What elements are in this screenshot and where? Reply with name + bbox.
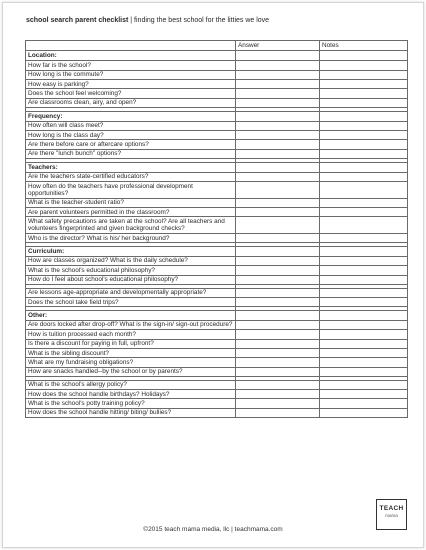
checklist-table: [25, 40, 408, 418]
answer-cell[interactable]: [236, 256, 320, 265]
answer-cell[interactable]: [236, 61, 320, 70]
question-text: Who is the director? What is his/ her background?: [26, 234, 236, 243]
answer-cell[interactable]: [236, 140, 320, 149]
answer-cell[interactable]: [236, 320, 320, 329]
page-title: [26, 17, 269, 24]
section-row: [26, 310, 408, 320]
question-text: How are snacks handled--by the school or by parents?: [26, 367, 236, 376]
question-text: Are parent volunteers permitted in the classroom?: [26, 208, 236, 217]
notes-cell[interactable]: [320, 408, 408, 417]
title-bold: school search parent checklist: [26, 17, 129, 24]
header-row: [26, 41, 408, 51]
section-row: [26, 51, 408, 61]
checklist-page: [2, 2, 424, 548]
notes-cell[interactable]: [320, 149, 408, 158]
question-row: [26, 98, 408, 107]
question-row: [26, 275, 408, 284]
question-text: Are there before care or aftercare options?: [26, 140, 236, 149]
question-row: [26, 330, 408, 339]
answer-cell[interactable]: [236, 310, 320, 320]
answer-cell[interactable]: [236, 149, 320, 158]
notes-cell[interactable]: [320, 390, 408, 399]
answer-cell[interactable]: [236, 70, 320, 79]
answer-cell[interactable]: [236, 182, 320, 199]
question-text: How are classes organized? What is the daily schedule?: [26, 256, 236, 265]
section-row: [26, 162, 408, 172]
question-row: [26, 172, 408, 181]
question-row: [26, 380, 408, 389]
answer-cell[interactable]: [236, 246, 320, 256]
answer-cell[interactable]: [236, 399, 320, 408]
question-text: Are classrooms clean, airy, and open?: [26, 98, 236, 107]
notes-cell[interactable]: [320, 297, 408, 306]
header-answer: Answer: [236, 41, 320, 51]
question-row: [26, 198, 408, 207]
notes-cell[interactable]: [320, 288, 408, 297]
title-separator: |: [128, 17, 135, 24]
answer-cell[interactable]: [236, 98, 320, 107]
notes-cell[interactable]: [320, 217, 408, 234]
question-row: [26, 182, 408, 199]
question-text: What is the school's allergy policy?: [26, 380, 236, 389]
notes-cell[interactable]: [320, 89, 408, 98]
answer-cell[interactable]: [236, 121, 320, 130]
question-text: Are lessons age-appropriate and developmentally appropriate?: [26, 288, 236, 297]
notes-cell[interactable]: [320, 320, 408, 329]
answer-cell[interactable]: [236, 217, 320, 234]
answer-cell[interactable]: [236, 297, 320, 306]
answer-cell[interactable]: [236, 208, 320, 217]
answer-cell[interactable]: [236, 390, 320, 399]
footer-copyright: ©2015 teach mama media, llc | teachmama.com: [143, 526, 283, 533]
question-text: What safety precautions are taken at the school? Are all teachers and volunteers fingerprinted and given background checks?: [26, 217, 236, 234]
notes-cell[interactable]: [320, 162, 408, 172]
question-row: [26, 358, 408, 367]
answer-cell[interactable]: [236, 349, 320, 358]
notes-cell[interactable]: [320, 246, 408, 256]
answer-cell[interactable]: [236, 330, 320, 339]
answer-cell[interactable]: [236, 198, 320, 207]
question-text: What is the sibling discount?: [26, 349, 236, 358]
question-text: How do I feel about school's educational philosophy?: [26, 275, 236, 284]
answer-cell[interactable]: [236, 89, 320, 98]
section-row: [26, 111, 408, 121]
section-heading: Other:: [26, 310, 236, 320]
question-text: How does the school handle birthdays? Holidays?: [26, 390, 236, 399]
answer-cell[interactable]: [236, 172, 320, 181]
notes-cell[interactable]: [320, 79, 408, 88]
notes-cell[interactable]: [320, 61, 408, 70]
question-row: [26, 79, 408, 88]
notes-cell[interactable]: [320, 256, 408, 265]
answer-cell[interactable]: [236, 111, 320, 121]
notes-cell[interactable]: [320, 367, 408, 376]
notes-cell[interactable]: [320, 349, 408, 358]
notes-cell[interactable]: [320, 51, 408, 61]
question-text: What is the teacher-student ratio?: [26, 198, 236, 207]
question-text: What is the school's potty training policy?: [26, 399, 236, 408]
section-heading: Location:: [26, 51, 236, 61]
question-text: Is there a discount for paying in full, upfront?: [26, 339, 236, 348]
question-row: [26, 61, 408, 70]
question-row: [26, 320, 408, 329]
question-row: [26, 121, 408, 130]
question-text: How often do the teachers have professional development opportunities?: [26, 182, 236, 199]
notes-cell[interactable]: [320, 140, 408, 149]
answer-cell[interactable]: [236, 131, 320, 140]
header-question: [26, 41, 236, 51]
notes-cell[interactable]: [320, 330, 408, 339]
notes-cell[interactable]: [320, 182, 408, 199]
logo-line1: TEACH: [379, 505, 404, 512]
notes-cell[interactable]: [320, 131, 408, 140]
section-heading: Frequency:: [26, 111, 236, 121]
question-text: How easy is parking?: [26, 79, 236, 88]
question-row: [26, 149, 408, 158]
question-row: [26, 256, 408, 265]
notes-cell[interactable]: [320, 234, 408, 243]
question-row: [26, 266, 408, 275]
question-row: [26, 140, 408, 149]
section-heading: Teachers:: [26, 162, 236, 172]
notes-cell[interactable]: [320, 310, 408, 320]
title-subtitle: finding the best school for the litties we love: [134, 17, 270, 24]
question-text: Are doors locked after drop-off? What is the sign-in/ sign-out procedure?: [26, 320, 236, 329]
question-row: [26, 297, 408, 306]
question-row: [26, 208, 408, 217]
answer-cell[interactable]: [236, 275, 320, 284]
question-row: [26, 131, 408, 140]
question-row: [26, 399, 408, 408]
section-heading: Curriculum:: [26, 246, 236, 256]
question-row: [26, 217, 408, 234]
question-text: Are the teachers state-certified educators?: [26, 172, 236, 181]
answer-cell[interactable]: [236, 367, 320, 376]
notes-cell[interactable]: [320, 399, 408, 408]
notes-cell[interactable]: [320, 380, 408, 389]
question-text: What is the school's educational philosophy?: [26, 266, 236, 275]
question-text: How often will class meet?: [26, 121, 236, 130]
question-text: What are my fundraising obligations?: [26, 358, 236, 367]
question-row: [26, 349, 408, 358]
notes-cell[interactable]: [320, 275, 408, 284]
question-row: [26, 70, 408, 79]
question-text: How long is the commute?: [26, 70, 236, 79]
answer-cell[interactable]: [236, 51, 320, 61]
notes-cell[interactable]: [320, 98, 408, 107]
question-row: [26, 367, 408, 376]
answer-cell[interactable]: [236, 380, 320, 389]
notes-cell[interactable]: [320, 121, 408, 130]
answer-cell[interactable]: [236, 266, 320, 275]
question-text: How far is the school?: [26, 61, 236, 70]
question-text: How long is the class day?: [26, 131, 236, 140]
question-row: [26, 89, 408, 98]
answer-cell[interactable]: [236, 358, 320, 367]
notes-cell[interactable]: [320, 172, 408, 181]
question-text: How is tuition processed each month?: [26, 330, 236, 339]
notes-cell[interactable]: [320, 208, 408, 217]
logo-line2: mama: [385, 513, 398, 518]
answer-cell[interactable]: [236, 339, 320, 348]
answer-cell[interactable]: [236, 234, 320, 243]
question-row: [26, 234, 408, 243]
notes-cell[interactable]: [320, 339, 408, 348]
notes-cell[interactable]: [320, 266, 408, 275]
answer-cell[interactable]: [236, 408, 320, 417]
question-row: [26, 408, 408, 417]
answer-cell[interactable]: [236, 79, 320, 88]
notes-cell[interactable]: [320, 358, 408, 367]
question-text: Does the school take field trips?: [26, 297, 236, 306]
question-text: How does the school handle hitting/ biting/ bullies?: [26, 408, 236, 417]
notes-cell[interactable]: [320, 70, 408, 79]
question-row: [26, 339, 408, 348]
question-text: Does the school feel welcoming?: [26, 89, 236, 98]
question-row: [26, 288, 408, 297]
notes-cell[interactable]: [320, 198, 408, 207]
question-text: Are there "lunch bunch" options?: [26, 149, 236, 158]
header-notes: Notes: [320, 41, 408, 51]
section-row: [26, 246, 408, 256]
answer-cell[interactable]: [236, 288, 320, 297]
question-row: [26, 390, 408, 399]
notes-cell[interactable]: [320, 111, 408, 121]
answer-cell[interactable]: [236, 162, 320, 172]
